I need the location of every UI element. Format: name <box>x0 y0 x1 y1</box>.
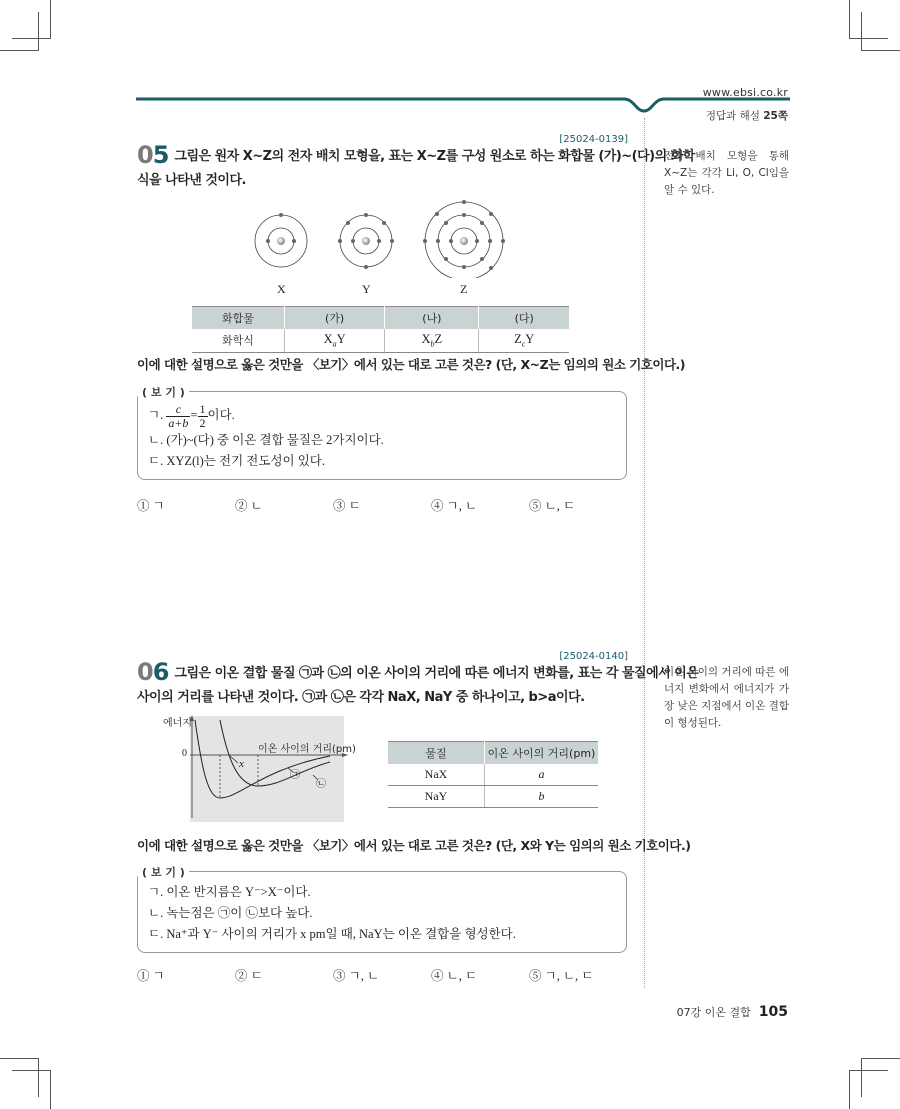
q05-compound-table <box>192 306 569 353</box>
table-header: 이온 사이의 거리(pm) <box>485 742 599 765</box>
q05-bogi-box <box>137 386 627 480</box>
table-row: NaY b <box>388 786 598 808</box>
table-header: 화합물 <box>192 307 285 330</box>
q05-atom-diagram <box>240 198 530 278</box>
q06-stem-line2: 사이의 거리를 나타낸 것이다. ㉠과 ㉡은 각각 NaX, NaY 중 하나이고, b>a이다. <box>137 690 585 705</box>
q05-prompt: 이에 대한 설명으로 옳은 것만을 〈보기〉에서 있는 대로 고른 것은? (단, X~Z는 임의의 원소 기호이다.) <box>137 357 685 372</box>
q05-side-note: 전자 배치 모형을 통해 X~Z는 각각 Li, O, Cl임을 알 수 있다. <box>664 150 789 196</box>
graph-x-label: 이온 사이의 거리(pm) <box>258 744 356 755</box>
q06-bogi-item-2: ㄴ. 녹는점은 ㉠이 ㉡보다 높다. <box>148 906 313 920</box>
row-label: 화학식 <box>192 329 285 352</box>
table-header: (가) <box>285 307 385 330</box>
atom-y <box>338 213 394 269</box>
table-header-row <box>388 742 598 765</box>
q06-bogi-item-3: ㄷ. Na⁺과 Y⁻ 사이의 거리가 x pm일 때, NaY는 이온 결합을 형성한다. <box>148 927 516 941</box>
q06-side-note: 이온 사이의 거리에 따른 에너지 변화에서 에너지가 가장 낮은 지점에서 이온 결합이 형성된다. <box>664 666 789 729</box>
q06-choices <box>137 966 627 984</box>
q05-bogi-item-2: ㄴ. (가)~(다) 중 이온 결합 물질은 2가지이다. <box>148 432 384 447</box>
q06-bogi-box <box>137 866 627 953</box>
table-header-row <box>192 307 569 330</box>
table-row: NaX a <box>388 764 598 786</box>
choice-3[interactable]: ③ ㄷ <box>333 499 361 513</box>
q06-bogi-item-1: ㄱ. 이온 반지름은 Y⁻>X⁻이다. <box>148 885 311 899</box>
q05-stem-line1: 05 그림은 원자 X~Z의 전자 배치 모형을, 표는 X~Z를 구성 원소로 하는 화합물 (가)~(다)의 화학 <box>137 141 695 169</box>
choice-5[interactable]: ⑤ ㄴ, ㄷ <box>529 499 576 513</box>
choice-1[interactable]: ① ㄱ <box>137 969 165 983</box>
graph-curve2-label: ㉡ <box>316 779 326 790</box>
graph-y-label: 에너지 <box>163 718 192 729</box>
table-header: (나) <box>385 307 479 330</box>
choice-4[interactable]: ④ ㄱ, ㄴ <box>431 499 478 513</box>
q05-number: 05 <box>137 141 169 169</box>
formula-na: $X_bZ$ <box>385 329 479 352</box>
choice-2[interactable]: ② ㄷ <box>235 969 263 983</box>
formula-da: $Z_cY$ <box>479 329 569 352</box>
atom-x <box>255 213 307 267</box>
graph-x-marker: x <box>239 758 244 770</box>
header-rule <box>136 95 790 115</box>
answer-reference: 정답과 해설 25쪽 <box>705 110 788 122</box>
q06-distance-table <box>388 741 598 808</box>
table-header: (다) <box>479 307 569 330</box>
graph-curve1-label: ㉠ <box>290 770 300 781</box>
bogi-label: ( 보 기 ) <box>138 384 189 400</box>
atom-z <box>423 200 505 278</box>
choice-1[interactable]: ① ㄱ <box>137 499 165 513</box>
choice-5[interactable]: ⑤ ㄱ, ㄴ, ㄷ <box>529 969 594 983</box>
q06-prompt: 이에 대한 설명으로 옳은 것만을 〈보기〉에서 있는 대로 고른 것은? (단, X와 Y는 임의의 원소 기호이다.) <box>137 838 691 853</box>
atom-z-label: Z <box>460 282 468 296</box>
q06-number: 06 <box>137 658 169 686</box>
q05-code: [25024-0139] <box>559 134 628 145</box>
q05-stem-line2: 식을 나타낸 것이다. <box>137 173 246 188</box>
q06-stem-line1: 06 그림은 이온 결합 물질 ㉠과 ㉡의 이온 사이의 거리에 따른 에너지 변화를, 표는 각 물질에서 이온 <box>137 658 699 686</box>
graph-zero-label: 0 <box>182 748 187 759</box>
page-number: 105 <box>758 1004 788 1020</box>
formula-ga: $X_aY$ <box>285 329 385 352</box>
q05-bogi-item-3: ㄷ. XYZ(l)는 전기 전도성이 있다. <box>148 453 325 468</box>
atom-x-label: X <box>277 282 286 296</box>
q06-code: [25024-0140] <box>559 651 628 662</box>
choice-3[interactable]: ③ ㄱ, ㄴ <box>333 969 380 983</box>
site-url: www.ebsi.co.kr <box>702 86 788 99</box>
bogi-label: ( 보 기 ) <box>138 864 189 880</box>
page-footer <box>677 1004 788 1020</box>
chapter-title: 07강 이온 결합 <box>676 1006 751 1019</box>
q05-bogi-item-1: ㄱ. $\frac{c}{a+b}$ = $\frac{1}{2}$ 이다. <box>148 401 235 430</box>
table-row <box>192 329 569 352</box>
q05-choices <box>137 496 627 514</box>
atom-y-label: Y <box>362 282 371 296</box>
choice-2[interactable]: ② ㄴ <box>235 499 263 513</box>
table-header: 물질 <box>388 742 485 765</box>
choice-4[interactable]: ④ ㄴ, ㄷ <box>431 969 478 983</box>
